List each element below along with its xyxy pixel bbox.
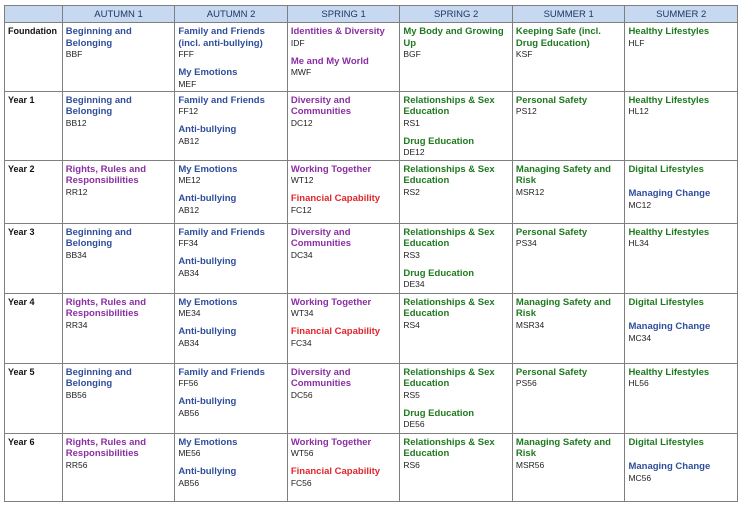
unit-title: Working Together — [290, 163, 372, 175]
table-row — [5, 293, 738, 363]
unit-code: FFF — [178, 49, 194, 59]
unit-title: Managing Safety and Risk — [515, 163, 611, 186]
unit-code: AB34 — [178, 337, 200, 348]
unit-code: RR56 — [65, 459, 88, 470]
unit-title: Anti-bullying — [178, 193, 237, 204]
table-row — [5, 160, 738, 223]
unit-entry — [628, 164, 734, 176]
unit-title: My Emotions — [178, 163, 238, 175]
unit-title: Drug Education — [403, 407, 475, 419]
table-cell — [625, 223, 738, 293]
unit-entry — [178, 67, 284, 89]
table-row — [5, 363, 738, 433]
unit-title: Digital Lifestyles — [628, 296, 704, 308]
unit-entry — [403, 437, 509, 470]
unit-code: RR34 — [65, 319, 88, 330]
unit-code: WT56 — [290, 448, 314, 458]
unit-entry — [66, 297, 172, 330]
unit-title: Identities & Diversity — [290, 26, 385, 37]
table-cell — [175, 223, 288, 293]
year-label: Year 4 — [5, 293, 63, 363]
table-cell — [62, 363, 175, 433]
table-cell — [512, 160, 625, 223]
unit-entry — [628, 95, 734, 117]
table-cell — [400, 23, 513, 92]
unit-title: Drug Education — [403, 135, 475, 147]
table-cell — [287, 23, 400, 92]
unit-code: MC34 — [628, 332, 652, 343]
unit-title: Beginning and Belonging — [65, 226, 132, 249]
unit-code: RR12 — [65, 186, 88, 197]
unit-title: Relationships & Sex Education — [403, 94, 495, 117]
unit-entry — [403, 297, 509, 330]
unit-entry — [291, 56, 397, 78]
unit-code: RS2 — [403, 186, 420, 197]
unit-title: Financial Capability — [290, 466, 381, 477]
table-cell — [512, 223, 625, 293]
table-cell — [175, 23, 288, 92]
unit-entry — [178, 437, 284, 459]
unit-entry — [516, 367, 622, 389]
unit-code: FF12 — [178, 106, 199, 116]
year-label: Year 6 — [5, 433, 63, 501]
unit-entry — [403, 164, 509, 197]
unit-code: AB12 — [178, 135, 200, 146]
year-label: Foundation — [5, 23, 63, 92]
curriculum-table — [4, 5, 738, 502]
table-cell — [175, 160, 288, 223]
unit-entry — [403, 136, 509, 158]
unit-entry — [628, 461, 734, 483]
unit-title: Beginning and Belonging — [65, 94, 132, 117]
unit-entry — [516, 227, 622, 249]
unit-entry — [178, 256, 284, 278]
unit-title: Rights, Rules and Responsibilities — [65, 296, 147, 319]
unit-entry — [403, 367, 509, 400]
unit-entry — [291, 193, 397, 215]
table-cell — [62, 23, 175, 92]
unit-entry — [178, 26, 284, 59]
unit-entry — [66, 95, 172, 128]
table-cell — [62, 293, 175, 363]
table-cell — [400, 293, 513, 363]
unit-entry — [178, 193, 284, 215]
year-label: Year 1 — [5, 91, 63, 160]
unit-code: RS4 — [403, 319, 420, 330]
table-cell — [512, 363, 625, 433]
unit-title: Managing Change — [628, 188, 711, 199]
unit-code: AB34 — [178, 267, 200, 278]
unit-title: Relationships & Sex Education — [403, 436, 495, 459]
unit-code: MEF — [178, 78, 197, 89]
table-row — [5, 223, 738, 293]
unit-code: WT34 — [290, 308, 314, 318]
unit-title: Managing Safety and Risk — [515, 296, 611, 319]
unit-title: Diversity and Communities — [290, 94, 352, 117]
unit-title: Keeping Safe (incl. Drug Education) — [515, 26, 601, 49]
unit-code: MC56 — [628, 472, 652, 483]
unit-title: Financial Capability — [290, 193, 381, 204]
unit-entry — [291, 367, 397, 400]
unit-entry — [628, 26, 734, 48]
unit-title: My Emotions — [178, 67, 238, 78]
unit-title: Family and Friends — [178, 366, 265, 378]
unit-code: MC12 — [628, 199, 652, 210]
unit-entry — [403, 268, 509, 290]
unit-title: My Emotions — [178, 296, 238, 308]
table-cell — [625, 91, 738, 160]
table-cell — [400, 433, 513, 501]
unit-entry — [628, 321, 734, 343]
table-cell — [625, 433, 738, 501]
table-cell — [400, 91, 513, 160]
unit-entry — [178, 326, 284, 348]
unit-title: Relationships & Sex Education — [403, 226, 495, 249]
unit-code: WT12 — [290, 175, 314, 185]
table-cell — [175, 363, 288, 433]
unit-entry — [628, 367, 734, 389]
unit-entry — [291, 164, 397, 186]
unit-entry — [66, 26, 172, 59]
unit-code: ME56 — [178, 448, 201, 458]
unit-code: HLF — [628, 37, 645, 48]
unit-title: Healthy Lifestyles — [628, 226, 710, 238]
unit-code: FC34 — [290, 337, 312, 348]
unit-entry — [66, 227, 172, 260]
unit-entry — [516, 164, 622, 197]
table-cell — [287, 91, 400, 160]
table-cell — [625, 293, 738, 363]
unit-title: Relationships & Sex Education — [403, 366, 495, 389]
unit-title: Personal Safety — [515, 226, 588, 238]
unit-code: FF56 — [178, 378, 199, 388]
table-cell — [625, 23, 738, 92]
unit-entry — [178, 227, 284, 249]
unit-code: AB56 — [178, 407, 200, 418]
unit-entry — [628, 297, 734, 309]
unit-code: RS1 — [403, 117, 420, 128]
unit-title: Working Together — [290, 296, 372, 308]
unit-entry — [628, 437, 734, 449]
unit-code: DE34 — [403, 279, 425, 289]
unit-code: RS5 — [403, 389, 420, 400]
header-autumn-1: AUTUMN 1 — [62, 6, 175, 23]
table-row — [5, 91, 738, 160]
unit-code: AB56 — [178, 477, 200, 488]
unit-title: My Body and Growing Up — [403, 26, 504, 49]
table-row — [5, 23, 738, 92]
header-spring-1: SPRING 1 — [287, 6, 400, 23]
unit-code: IDF — [290, 37, 305, 48]
unit-code: BB56 — [65, 389, 87, 400]
unit-title: Relationships & Sex Education — [403, 163, 495, 186]
unit-entry — [178, 396, 284, 418]
unit-code: MSR56 — [515, 459, 545, 470]
unit-code: PS12 — [515, 106, 537, 116]
unit-code: BB12 — [65, 117, 87, 128]
unit-title: Family and Friends — [178, 226, 265, 238]
header-autumn-2: AUTUMN 2 — [175, 6, 288, 23]
unit-entry — [628, 227, 734, 249]
unit-title: Managing Change — [628, 321, 711, 332]
table-cell — [287, 363, 400, 433]
unit-code: FC56 — [290, 477, 312, 488]
unit-title: Anti-bullying — [178, 124, 237, 135]
table-row — [5, 433, 738, 501]
table-cell — [62, 223, 175, 293]
year-label: Year 5 — [5, 363, 63, 433]
table-cell — [512, 23, 625, 92]
unit-entry — [291, 26, 397, 48]
unit-code: PS34 — [515, 238, 537, 248]
unit-entry — [403, 408, 509, 430]
unit-title: Me and My World — [290, 55, 369, 67]
year-label: Year 2 — [5, 160, 63, 223]
unit-title: Healthy Lifestyles — [628, 26, 710, 37]
unit-title: Personal Safety — [515, 366, 588, 378]
unit-code: MSR34 — [515, 319, 545, 330]
unit-entry — [516, 437, 622, 470]
unit-entry — [66, 367, 172, 400]
unit-code: KSF — [515, 49, 533, 59]
unit-code: HL34 — [628, 238, 649, 248]
table-cell — [400, 363, 513, 433]
unit-title: Diversity and Communities — [290, 366, 352, 389]
unit-entry — [403, 95, 509, 128]
table-cell — [400, 223, 513, 293]
header-summer-1: SUMMER 1 — [512, 6, 625, 23]
unit-title: Working Together — [290, 436, 372, 448]
table-cell — [175, 293, 288, 363]
table-cell — [287, 293, 400, 363]
unit-code: ME34 — [178, 308, 201, 318]
unit-code: RS6 — [403, 459, 420, 470]
header-corner — [5, 6, 63, 23]
unit-entry — [291, 326, 397, 348]
unit-title: Financial Capability — [290, 326, 381, 337]
unit-entry — [178, 297, 284, 319]
unit-code: DC34 — [290, 249, 313, 260]
unit-title: Relationships & Sex Education — [403, 296, 495, 319]
table-cell — [62, 160, 175, 223]
table-cell — [400, 160, 513, 223]
header-row — [5, 6, 738, 23]
table-cell — [512, 293, 625, 363]
unit-title: Healthy Lifestyles — [628, 366, 710, 378]
table-cell — [512, 433, 625, 501]
table-cell — [62, 91, 175, 160]
unit-title: Personal Safety — [515, 94, 588, 106]
unit-title: Rights, Rules and Responsibilities — [65, 436, 147, 459]
unit-title: Diversity and Communities — [290, 226, 352, 249]
unit-title: Drug Education — [403, 267, 475, 279]
table-cell — [62, 433, 175, 501]
unit-title: Anti-bullying — [178, 466, 237, 477]
unit-entry — [291, 466, 397, 488]
unit-code: HL56 — [628, 378, 649, 388]
year-label: Year 3 — [5, 223, 63, 293]
table-cell — [625, 160, 738, 223]
unit-code: DE56 — [403, 419, 425, 429]
unit-code: MWF — [290, 67, 312, 77]
unit-title: Healthy Lifestyles — [628, 94, 710, 106]
unit-code: FC12 — [290, 204, 312, 215]
unit-code: DE12 — [403, 147, 425, 157]
unit-title: Anti-bullying — [178, 256, 237, 267]
table-cell — [175, 433, 288, 501]
unit-entry — [291, 95, 397, 128]
unit-code: BGF — [403, 49, 421, 59]
unit-code: AB12 — [178, 204, 200, 215]
unit-title: Family and Friends — [178, 94, 265, 106]
unit-entry — [66, 437, 172, 470]
table-cell — [512, 91, 625, 160]
unit-entry — [178, 466, 284, 488]
unit-code: MSR12 — [515, 186, 545, 197]
unit-entry — [178, 124, 284, 146]
unit-title: Beginning and Belonging — [65, 26, 132, 49]
unit-entry — [178, 367, 284, 389]
header-summer-2: SUMMER 2 — [625, 6, 738, 23]
unit-entry — [516, 297, 622, 330]
unit-title: Digital Lifestyles — [628, 436, 704, 448]
unit-title: Beginning and Belonging — [65, 366, 132, 389]
unit-code: DC56 — [290, 389, 313, 400]
table-cell — [625, 363, 738, 433]
unit-code: FF34 — [178, 238, 199, 248]
header-spring-2: SPRING 2 — [400, 6, 513, 23]
unit-entry — [291, 437, 397, 459]
unit-title: Family and Friends (incl. anti-bullying) — [178, 26, 265, 49]
unit-title: Rights, Rules and Responsibilities — [65, 163, 147, 186]
unit-entry — [291, 227, 397, 260]
unit-entry — [403, 26, 509, 59]
unit-entry — [291, 297, 397, 319]
unit-entry — [403, 227, 509, 260]
unit-title: Managing Safety and Risk — [515, 436, 611, 459]
unit-code: BBF — [65, 49, 83, 59]
unit-title: Anti-bullying — [178, 326, 237, 337]
table-cell — [175, 91, 288, 160]
unit-entry — [178, 95, 284, 117]
unit-entry — [516, 26, 622, 59]
unit-entry — [628, 188, 734, 210]
unit-entry — [178, 164, 284, 186]
unit-title: Anti-bullying — [178, 396, 237, 407]
unit-code: DC12 — [290, 117, 313, 128]
unit-code: PS56 — [515, 378, 537, 388]
unit-code: HL12 — [628, 106, 649, 116]
unit-code: RS3 — [403, 249, 420, 260]
unit-code: ME12 — [178, 175, 201, 185]
unit-title: Digital Lifestyles — [628, 163, 704, 175]
table-cell — [287, 223, 400, 293]
unit-entry — [66, 164, 172, 197]
table-cell — [287, 433, 400, 501]
unit-title: My Emotions — [178, 436, 238, 448]
table-cell — [287, 160, 400, 223]
unit-title: Managing Change — [628, 461, 711, 472]
unit-entry — [516, 95, 622, 117]
unit-code: BB34 — [65, 249, 87, 260]
